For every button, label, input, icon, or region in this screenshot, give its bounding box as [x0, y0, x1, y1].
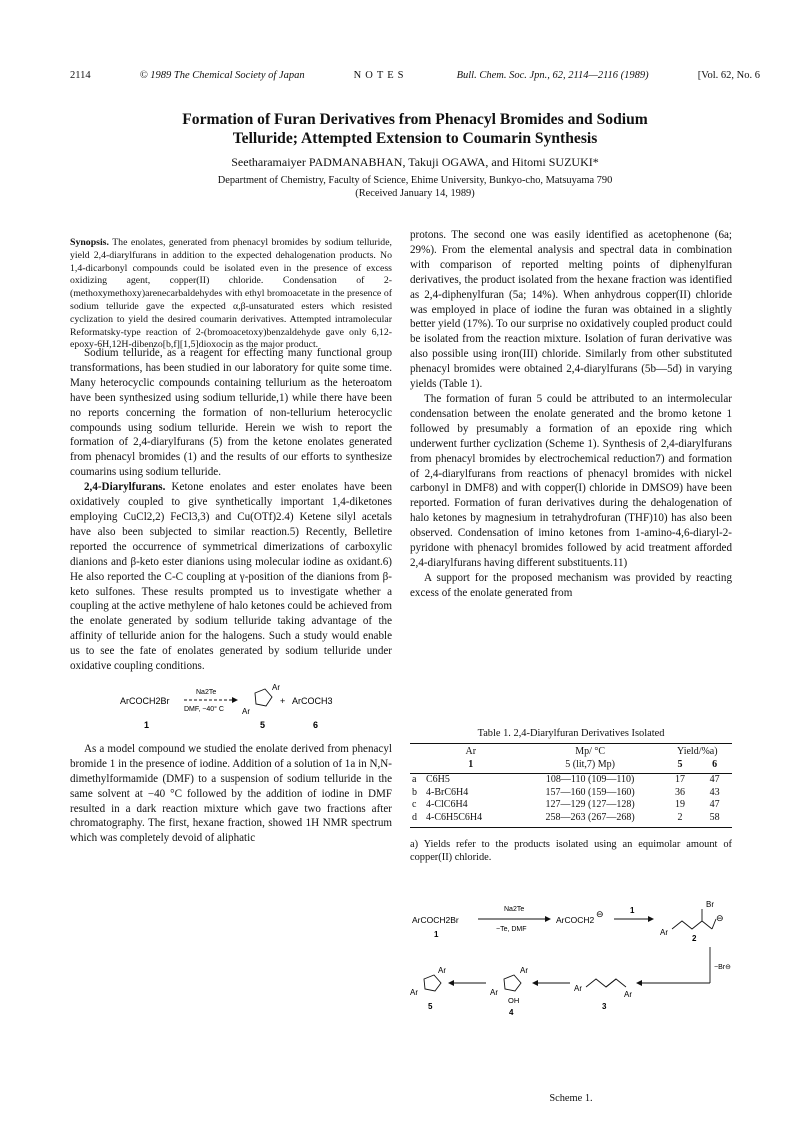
furan-product-ring	[424, 975, 441, 991]
copyright: © 1989 The Chemical Society of Japan	[139, 70, 305, 81]
table-subheader-row	[410, 759, 732, 774]
intermediate-4-ring	[504, 975, 521, 991]
row-id: b	[412, 786, 417, 798]
row-yield-6: 47	[709, 774, 720, 786]
scheme-br: Br	[706, 900, 714, 909]
scheme-label-3: 3	[602, 1002, 607, 1011]
scheme-ar-2: Ar	[660, 928, 668, 937]
scheme-1	[410, 895, 732, 1090]
section-paragraph	[70, 480, 392, 674]
scheme-reagent-top: Na2Te	[504, 906, 525, 913]
th-yield: Yield/%a)	[663, 744, 732, 759]
table-row	[410, 799, 732, 812]
th-ar-sub: 1	[424, 759, 518, 774]
scheme-enolate: ArCOCH2	[556, 915, 595, 925]
table-row	[410, 812, 732, 827]
eq-product-2: ArCOCH3	[292, 695, 333, 706]
eq-furan-ar-top: Ar	[272, 682, 280, 692]
scheme-arrowhead-2	[648, 916, 654, 922]
section-heading: 2,4-Diarylfurans.	[84, 481, 166, 494]
eq-reagent-top: Na2Te	[196, 688, 217, 696]
row-yield-5: 36	[674, 786, 685, 798]
row-yield-6: 47	[709, 799, 720, 811]
scheme-ar-3-right: Ar	[624, 990, 632, 999]
eq-arrowhead	[232, 697, 238, 703]
th-ar: Ar	[424, 744, 518, 759]
scheme-ar-3-left: Ar	[574, 984, 582, 993]
eq-plus: +	[280, 695, 286, 706]
scheme-label-1: 1	[434, 930, 439, 939]
synopsis	[70, 237, 392, 352]
section-text: Ketone enolates and ester enolates have been oxidatively coupled to give synthetically important 1,4-diketones employing CuCl2,2) FeCl3,3) and Cu(OTf)2.4) Ketene silyl acetals have also been subjected to similar reaction.5) Recently, Belletire reported the occurrence of symmetrical dimerizations of carboxylic dianions and β-keto ester dianions using molecular iodine as oxidant.6) He also reported the C-C coupling at γ-position of the dianions from β-keto sulfones. These results prompted us to investigate whether a coupling at the active methylene of halo ketones could be achieved from the enolate generated by sodium telluride taking advantage of the affinity of telluride anion for the halogens. Such a study would enable us to see the fate of enolates generated by sodium telluride under oxidative coupling conditions.	[70, 481, 392, 673]
authors: Seetharamaiyer PADMANABHAN, Takuji OGAWA, and Hitomi SUZUKI*	[231, 155, 599, 169]
row-id: a	[412, 774, 417, 786]
intermediate-3	[586, 979, 626, 987]
table-caption: Table 1. 2,4-Diarylfuran Derivatives Isolated	[477, 728, 665, 739]
row-id: d	[410, 812, 424, 827]
eq-label-1: 1	[144, 719, 150, 730]
scheme-arrowhead-5	[448, 980, 454, 986]
intro-paragraph: Sodium telluride, as a reagent for effecting many functional group transformations, has been studied in our laboratory for quite some time. Many heterocyclic compounds containing tellurium as the heteroatom have been synthesized using sodium telluride,1) while there have been no reports concerning the formation of non-tellurium heterocyclic compounds using sodium telluride. Herein we wish to report the formation of 2,4-diarylfurans (5) from the ketone enolates generated from phenacyl bromides (1) and the results of our efforts to synthesize coumarins using sodium telluride.	[70, 347, 392, 479]
scheme-ar-4-left: Ar	[490, 988, 498, 997]
table-1	[410, 743, 732, 828]
journal-citation: Bull. Chem. Soc. Jpn., 62, 2114—2116 (1989)	[456, 70, 649, 81]
row-mp: 258—263 (267—268)	[518, 812, 663, 827]
row-yield-5: 17	[674, 774, 685, 786]
article-title	[70, 110, 760, 148]
equation-1	[70, 680, 392, 738]
row-yield-5: 2	[663, 812, 698, 827]
synopsis-text: The enolates, generated from phenacyl bromides by sodium telluride, yield 2,4-diarylfurans in addition to the expected dehalogenation products. No 1,4-dicarbonyl compounds could be isolated even in the presence of excess oxidizing agent, copper(II) chloride. Condensation of 2-(methoxymethoxy)arenecarbaldehydes with ethyl bromoacetate in the presence of sodium telluride gave the expected α,β-unsaturated esters which resisted cyclization to yield the desired coumarin derivatives. Attempted intramolecular Reformatsky-type reaction of 2-(bromoacetoxy)benzaldehyde gave only 6,12-epoxy-6H,12H-dibenzo[b,f][1,5]dioxocin as the major product.	[70, 237, 392, 351]
table-header-row	[410, 744, 732, 759]
scheme-reactant: ArCOCH2Br	[412, 915, 459, 925]
volume-label: [Vol. 62, No. 6	[697, 70, 760, 81]
table-footnote: a) Yields refer to the products isolated using an equimolar amount of copper(II) chloride.	[410, 839, 732, 864]
th-mp: Mp/ °C	[518, 744, 663, 759]
left-column	[70, 346, 392, 846]
row-mp: 108—110 (109—110)	[545, 774, 635, 786]
th-5: 5	[663, 759, 698, 774]
scheme-ar-4-top: Ar	[520, 966, 528, 975]
scheme-label-2: 2	[692, 934, 697, 943]
scheme-ar-5-left: Ar	[410, 988, 418, 997]
model-paragraph: As a model compound we studied the enolate derived from phenacyl bromide 1 in the presence of iodine. Addition of a solution of 1a in N,N-dimethylformamide (DMF) to a suspension of sodium telluride in the same solvent at −40 °C followed by the addition of iodine in DMF resulted in a dark reaction mixture which gave two fractions after chromatography. The first, hexane fraction, showed 1H NMR spectrum which was completely devoid of aliphatic	[70, 742, 392, 845]
scheme-label-5: 5	[428, 1002, 433, 1011]
title-line-1: Formation of Furan Derivatives from Phenacyl Bromides and Sodium	[182, 111, 648, 128]
running-header	[70, 70, 760, 81]
eq-label-6: 6	[313, 719, 319, 730]
th-mp-sub: 5 (lit,7) Mp)	[518, 759, 663, 774]
scheme-label-4: 4	[509, 1008, 514, 1017]
table-row	[410, 774, 732, 787]
scheme-enolate-charge: ⊖	[596, 909, 604, 919]
scheme-reagent-bottom: −Te, DMF	[496, 926, 527, 933]
furan-ring	[255, 689, 272, 706]
scheme-charge-2: ⊖	[716, 913, 724, 923]
received-date: (Received January 14, 1989)	[355, 188, 475, 199]
eq-furan-ar-left: Ar	[242, 706, 250, 716]
row-ar: 4-ClC6H4	[426, 799, 468, 811]
row-id: c	[412, 799, 417, 811]
scheme-arrowhead-1	[545, 916, 551, 922]
right-paragraph-1: protons. The second one was easily identified as acetophenone (6a; 29%). From the elemental analysis and spectral data in combination with comparison of reported melting points of diphenylfuran derivatives, the product isolated from the hexane fraction was identified as 2,4-diphenylfuran (5a; 14%). When anhydrous copper(II) chloride was employed in place of iodine the furan was obtained in a slightly better yield (17%). To our surprise no oxidatively coupled product could be isolated from the reaction mixture. Isolation of furan derivative was also possible using iron(III) chloride. Similarly from other substituted phenacyl bromides were obtained 2,4-diarylfurans (5b—5d) in varying yields (Table 1).	[410, 229, 732, 391]
row-ar: 4-C6H5C6H4	[424, 812, 518, 827]
right-paragraph-2: The formation of furan 5 could be attributed to an intermolecular condensation between the enolate generated and the bromo ketone 1 followed by presumably a formation of an epoxide ring which underwent further cyclization (Scheme 1). Synthesis of 2,4-diarylfurans from phenacyl bromides by electrochemical reduction7) and formation of 2,4-diarylfurans from reactions of phenacyl bromides with nickel carbonyl in DMF8) and with copper(I) chloride in DMSO9) have been reported. Formation of furan derivatives during the dehalogenation of halo ketones by magnesium in tetrahydrofuran (THF)10) has also been observed. Condensation of imino ketones from 1-amino-4,6-diaryl-2-pyridone with phenacyl bromides followed by acid treatment afforded 2,4-diarylfurans having different substituents.11)	[410, 392, 732, 569]
affiliation: Department of Chemistry, Faculty of Science, Ehime University, Bunkyo-cho, Matsuyama 790	[217, 175, 613, 186]
th-6: 6	[697, 759, 732, 774]
page-number: 2114	[70, 70, 91, 81]
scheme-minus-br: −Br⊖	[714, 964, 731, 971]
right-paragraph-3: A support for the proposed mechanism was provided by reacting excess of the enolate generated from	[410, 571, 732, 599]
title-line-2: Telluride; Attempted Extension to Coumarin Synthesis	[232, 130, 598, 147]
row-ar: C6H5	[426, 774, 450, 786]
scheme-arrowhead-3	[636, 980, 642, 986]
row-ar: 4-BrC6H4	[426, 786, 469, 798]
scheme-caption: Scheme 1.	[549, 1093, 593, 1104]
scheme-arrowhead-4	[532, 980, 538, 986]
row-yield-6: 58	[697, 812, 732, 827]
eq-label-5: 5	[260, 719, 266, 730]
table-row	[410, 787, 732, 800]
affiliation-block	[70, 174, 760, 200]
row-mp: 127—129 (127—128)	[545, 799, 635, 811]
row-mp: 157—160 (159—160)	[545, 786, 635, 798]
scheme-arrow-2-label: 1	[630, 906, 635, 915]
right-column	[410, 228, 732, 601]
eq-reactant: ArCOCH2Br	[120, 695, 170, 706]
eq-reagent-bottom: DMF, −40° C	[184, 705, 224, 713]
scheme-oh: OH	[508, 996, 520, 1005]
scheme-ar-5-top: Ar	[438, 966, 446, 975]
intermediate-2	[672, 909, 716, 929]
section-label: NOTES	[353, 70, 408, 81]
row-yield-5: 19	[674, 799, 685, 811]
row-yield-6: 43	[709, 786, 720, 798]
synopsis-label: Synopsis.	[70, 237, 109, 248]
